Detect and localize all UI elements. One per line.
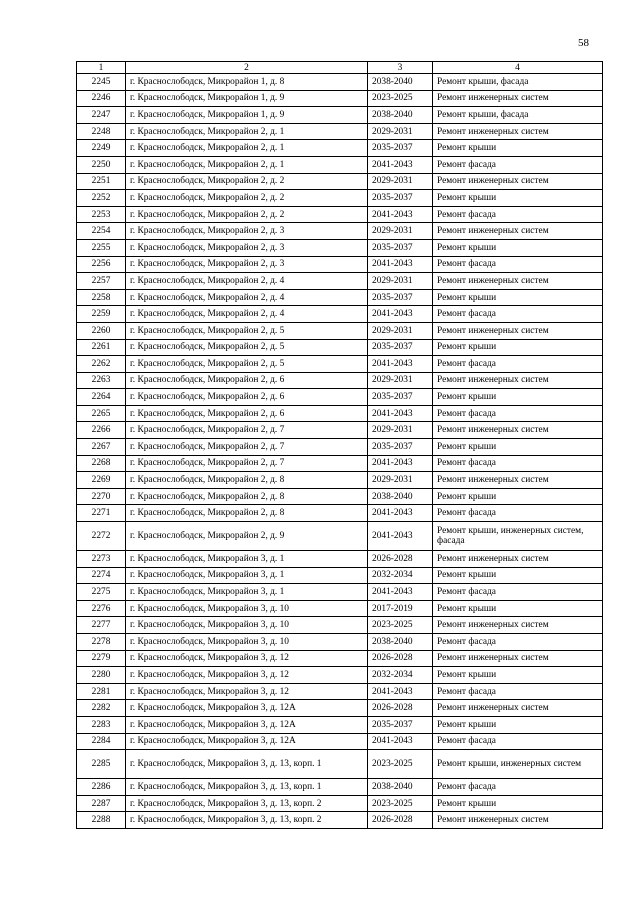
address-cell: г. Краснослободск, Микрорайон 2, д. 8 <box>126 488 368 505</box>
row-number-cell: 2249 <box>77 140 126 157</box>
address-cell: г. Краснослободск, Микрорайон 2, д. 4 <box>126 273 368 290</box>
address-cell: г. Краснослободск, Микрорайон 2, д. 6 <box>126 405 368 422</box>
period-cell: 2029-2031 <box>368 123 433 140</box>
table-row <box>77 306 603 323</box>
period-cell: 2041-2043 <box>368 256 433 273</box>
address-cell: г. Краснослободск, Микрорайон 2, д. 5 <box>126 356 368 373</box>
address-cell: г. Краснослободск, Микрорайон 3, д. 13, корп. 2 <box>126 812 368 829</box>
work-type-cell: Ремонт крыши <box>433 140 603 157</box>
period-cell: 2041-2043 <box>368 405 433 422</box>
work-type-cell: Ремонт инженерных систем <box>433 322 603 339</box>
period-cell: 2035-2037 <box>368 716 433 733</box>
work-type-cell: Ремонт крыши <box>433 339 603 356</box>
period-cell: 2026-2028 <box>368 700 433 717</box>
row-number-cell: 2286 <box>77 779 126 796</box>
period-cell: 2023-2025 <box>368 90 433 107</box>
period-cell: 2035-2037 <box>368 239 433 256</box>
address-cell: г. Краснослободск, Микрорайон 2, д. 3 <box>126 223 368 240</box>
work-type-cell: Ремонт инженерных систем <box>433 551 603 568</box>
address-cell: г. Краснослободск, Микрорайон 3, д. 1 <box>126 567 368 584</box>
period-cell: 2041-2043 <box>368 505 433 522</box>
table-row <box>77 488 603 505</box>
table-row <box>77 779 603 796</box>
row-number-cell: 2263 <box>77 372 126 389</box>
period-cell: 2038-2040 <box>368 74 433 91</box>
work-type-cell: Ремонт фасада <box>433 455 603 472</box>
table-row <box>77 405 603 422</box>
work-type-cell: Ремонт фасада <box>433 206 603 223</box>
address-cell: г. Краснослободск, Микрорайон 2, д. 6 <box>126 389 368 406</box>
address-cell: г. Краснослободск, Микрорайон 1, д. 8 <box>126 74 368 91</box>
work-type-cell: Ремонт крыши <box>433 439 603 456</box>
work-type-cell: Ремонт фасада <box>433 683 603 700</box>
table-row <box>77 123 603 140</box>
period-cell: 2035-2037 <box>368 190 433 207</box>
table-row <box>77 206 603 223</box>
period-cell: 2041-2043 <box>368 306 433 323</box>
row-number-cell: 2253 <box>77 206 126 223</box>
period-cell: 2023-2025 <box>368 795 433 812</box>
row-number-cell: 2280 <box>77 667 126 684</box>
table-row <box>77 667 603 684</box>
work-type-cell: Ремонт крыши <box>433 795 603 812</box>
work-type-cell: Ремонт крыши <box>433 239 603 256</box>
work-type-cell: Ремонт инженерных систем <box>433 700 603 717</box>
address-cell: г. Краснослободск, Микрорайон 3, д. 12 <box>126 683 368 700</box>
address-cell: г. Краснослободск, Микрорайон 2, д. 5 <box>126 339 368 356</box>
table-row <box>77 256 603 273</box>
period-cell: 2035-2037 <box>368 439 433 456</box>
row-number-cell: 2287 <box>77 795 126 812</box>
table-row <box>77 190 603 207</box>
table-row <box>77 455 603 472</box>
row-number-cell: 2259 <box>77 306 126 323</box>
period-cell: 2017-2019 <box>368 600 433 617</box>
row-number-cell: 2272 <box>77 522 126 551</box>
row-number-cell: 2260 <box>77 322 126 339</box>
address-cell: г. Краснослободск, Микрорайон 3, д. 13, корп. 2 <box>126 795 368 812</box>
work-type-cell: Ремонт инженерных систем <box>433 812 603 829</box>
work-type-cell: Ремонт инженерных систем <box>433 422 603 439</box>
work-type-cell: Ремонт крыши <box>433 289 603 306</box>
address-cell: г. Краснослободск, Микрорайон 3, д. 13, корп. 1 <box>126 750 368 779</box>
period-cell: 2041-2043 <box>368 156 433 173</box>
work-type-cell: Ремонт фасада <box>433 505 603 522</box>
address-cell: г. Краснослободск, Микрорайон 2, д. 2 <box>126 190 368 207</box>
work-type-cell: Ремонт фасада <box>433 156 603 173</box>
address-cell: г. Краснослободск, Микрорайон 2, д. 9 <box>126 522 368 551</box>
address-cell: г. Краснослободск, Микрорайон 2, д. 7 <box>126 455 368 472</box>
period-cell: 2041-2043 <box>368 206 433 223</box>
work-type-cell: Ремонт крыши, инженерных систем <box>433 750 603 779</box>
table-row <box>77 567 603 584</box>
work-type-cell: Ремонт крыши <box>433 190 603 207</box>
address-cell: г. Краснослободск, Микрорайон 3, д. 12 <box>126 667 368 684</box>
row-number-cell: 2283 <box>77 716 126 733</box>
address-cell: г. Краснослободск, Микрорайон 3, д. 12А <box>126 700 368 717</box>
row-number-cell: 2247 <box>77 107 126 124</box>
table-row <box>77 551 603 568</box>
row-number-cell: 2265 <box>77 405 126 422</box>
work-type-cell: Ремонт крыши, фасада <box>433 107 603 124</box>
table-row <box>77 600 603 617</box>
row-number-cell: 2279 <box>77 650 126 667</box>
table-body <box>77 74 603 829</box>
period-cell: 2029-2031 <box>368 223 433 240</box>
table-row <box>77 812 603 829</box>
row-number-cell: 2288 <box>77 812 126 829</box>
table-row <box>77 422 603 439</box>
address-cell: г. Краснослободск, Микрорайон 3, д. 1 <box>126 584 368 601</box>
table-row <box>77 289 603 306</box>
work-type-cell: Ремонт фасада <box>433 733 603 750</box>
row-number-cell: 2251 <box>77 173 126 190</box>
table-row <box>77 650 603 667</box>
row-number-cell: 2250 <box>77 156 126 173</box>
table-row <box>77 107 603 124</box>
row-number-cell: 2245 <box>77 74 126 91</box>
address-cell: г. Краснослободск, Микрорайон 2, д. 6 <box>126 372 368 389</box>
address-cell: г. Краснослободск, Микрорайон 3, д. 1 <box>126 551 368 568</box>
period-cell: 2026-2028 <box>368 650 433 667</box>
table-row <box>77 617 603 634</box>
period-cell: 2029-2031 <box>368 372 433 389</box>
address-cell: г. Краснослободск, Микрорайон 2, д. 1 <box>126 156 368 173</box>
address-cell: г. Краснослободск, Микрорайон 2, д. 3 <box>126 239 368 256</box>
table-row <box>77 322 603 339</box>
table-row <box>77 140 603 157</box>
period-cell: 2023-2025 <box>368 617 433 634</box>
period-cell: 2026-2028 <box>368 551 433 568</box>
table-row <box>77 716 603 733</box>
table-row <box>77 505 603 522</box>
period-cell: 2035-2037 <box>368 140 433 157</box>
address-cell: г. Краснослободск, Микрорайон 2, д. 4 <box>126 306 368 323</box>
row-number-cell: 2284 <box>77 733 126 750</box>
row-number-cell: 2267 <box>77 439 126 456</box>
period-cell: 2038-2040 <box>368 779 433 796</box>
table-row <box>77 223 603 240</box>
work-type-cell: Ремонт инженерных систем <box>433 650 603 667</box>
row-number-cell: 2264 <box>77 389 126 406</box>
table-row <box>77 173 603 190</box>
period-cell: 2038-2040 <box>368 107 433 124</box>
work-type-cell: Ремонт крыши <box>433 600 603 617</box>
work-type-cell: Ремонт крыши <box>433 567 603 584</box>
work-type-cell: Ремонт фасада <box>433 779 603 796</box>
table-row <box>77 733 603 750</box>
work-type-cell: Ремонт инженерных систем <box>433 123 603 140</box>
row-number-cell: 2262 <box>77 356 126 373</box>
work-type-cell: Ремонт инженерных систем <box>433 617 603 634</box>
period-cell: 2032-2034 <box>368 567 433 584</box>
repair-schedule-table <box>76 61 603 829</box>
work-type-cell: Ремонт фасада <box>433 584 603 601</box>
address-cell: г. Краснослободск, Микрорайон 2, д. 7 <box>126 439 368 456</box>
row-number-cell: 2256 <box>77 256 126 273</box>
address-cell: г. Краснослободск, Микрорайон 2, д. 1 <box>126 123 368 140</box>
address-cell: г. Краснослободск, Микрорайон 1, д. 9 <box>126 107 368 124</box>
table-row <box>77 356 603 373</box>
column-header: 2 <box>126 62 368 74</box>
table-row <box>77 522 603 551</box>
row-number-cell: 2275 <box>77 584 126 601</box>
table-row <box>77 439 603 456</box>
period-cell: 2035-2037 <box>368 289 433 306</box>
row-number-cell: 2270 <box>77 488 126 505</box>
address-cell: г. Краснослободск, Микрорайон 1, д. 9 <box>126 90 368 107</box>
work-type-cell: Ремонт инженерных систем <box>433 90 603 107</box>
address-cell: г. Краснослободск, Микрорайон 3, д. 13, корп. 1 <box>126 779 368 796</box>
address-cell: г. Краснослободск, Микрорайон 2, д. 7 <box>126 422 368 439</box>
table-row <box>77 634 603 651</box>
period-cell: 2041-2043 <box>368 683 433 700</box>
row-number-cell: 2271 <box>77 505 126 522</box>
work-type-cell: Ремонт фасада <box>433 356 603 373</box>
period-cell: 2029-2031 <box>368 322 433 339</box>
period-cell: 2038-2040 <box>368 488 433 505</box>
work-type-cell: Ремонт крыши <box>433 716 603 733</box>
work-type-cell: Ремонт крыши <box>433 488 603 505</box>
work-type-cell: Ремонт инженерных систем <box>433 173 603 190</box>
row-number-cell: 2268 <box>77 455 126 472</box>
period-cell: 2026-2028 <box>368 812 433 829</box>
work-type-cell: Ремонт крыши, инженерных систем, фасада <box>433 522 603 551</box>
work-type-cell: Ремонт крыши, фасада <box>433 74 603 91</box>
address-cell: г. Краснослободск, Микрорайон 2, д. 2 <box>126 173 368 190</box>
row-number-cell: 2258 <box>77 289 126 306</box>
row-number-cell: 2281 <box>77 683 126 700</box>
address-cell: г. Краснослободск, Микрорайон 2, д. 2 <box>126 206 368 223</box>
row-number-cell: 2273 <box>77 551 126 568</box>
period-cell: 2041-2043 <box>368 522 433 551</box>
address-cell: г. Краснослободск, Микрорайон 3, д. 12 <box>126 650 368 667</box>
row-number-cell: 2278 <box>77 634 126 651</box>
work-type-cell: Ремонт крыши <box>433 389 603 406</box>
row-number-cell: 2255 <box>77 239 126 256</box>
table-row <box>77 372 603 389</box>
period-cell: 2041-2043 <box>368 733 433 750</box>
row-number-cell: 2285 <box>77 750 126 779</box>
address-cell: г. Краснослободск, Микрорайон 2, д. 1 <box>126 140 368 157</box>
address-cell: г. Краснослободск, Микрорайон 3, д. 10 <box>126 634 368 651</box>
table-row <box>77 750 603 779</box>
work-type-cell: Ремонт фасада <box>433 256 603 273</box>
address-cell: г. Краснослободск, Микрорайон 2, д. 8 <box>126 472 368 489</box>
work-type-cell: Ремонт инженерных систем <box>433 223 603 240</box>
address-cell: г. Краснослободск, Микрорайон 3, д. 12А <box>126 716 368 733</box>
table-row <box>77 339 603 356</box>
period-cell: 2038-2040 <box>368 634 433 651</box>
row-number-cell: 2282 <box>77 700 126 717</box>
table-row <box>77 795 603 812</box>
column-header: 4 <box>433 62 603 74</box>
period-cell: 2023-2025 <box>368 750 433 779</box>
row-number-cell: 2257 <box>77 273 126 290</box>
column-header: 3 <box>368 62 433 74</box>
period-cell: 2029-2031 <box>368 273 433 290</box>
row-number-cell: 2277 <box>77 617 126 634</box>
work-type-cell: Ремонт инженерных систем <box>433 273 603 290</box>
period-cell: 2029-2031 <box>368 422 433 439</box>
period-cell: 2035-2037 <box>368 389 433 406</box>
row-number-cell: 2252 <box>77 190 126 207</box>
period-cell: 2041-2043 <box>368 584 433 601</box>
row-number-cell: 2261 <box>77 339 126 356</box>
table-row <box>77 683 603 700</box>
table-row <box>77 273 603 290</box>
work-type-cell: Ремонт фасада <box>433 405 603 422</box>
address-cell: г. Краснослободск, Микрорайон 3, д. 10 <box>126 600 368 617</box>
row-number-cell: 2248 <box>77 123 126 140</box>
work-type-cell: Ремонт инженерных систем <box>433 372 603 389</box>
page-number: 58 <box>578 37 589 49</box>
column-header: 1 <box>77 62 126 74</box>
work-type-cell: Ремонт крыши <box>433 667 603 684</box>
work-type-cell: Ремонт инженерных систем <box>433 472 603 489</box>
address-cell: г. Краснослободск, Микрорайон 2, д. 8 <box>126 505 368 522</box>
period-cell: 2035-2037 <box>368 339 433 356</box>
table-row <box>77 472 603 489</box>
address-cell: г. Краснослободск, Микрорайон 2, д. 4 <box>126 289 368 306</box>
period-cell: 2041-2043 <box>368 356 433 373</box>
table-row <box>77 74 603 91</box>
address-cell: г. Краснослободск, Микрорайон 2, д. 5 <box>126 322 368 339</box>
table-row <box>77 700 603 717</box>
period-cell: 2041-2043 <box>368 455 433 472</box>
work-type-cell: Ремонт фасада <box>433 306 603 323</box>
work-type-cell: Ремонт фасада <box>433 634 603 651</box>
table-row <box>77 156 603 173</box>
address-cell: г. Краснослободск, Микрорайон 3, д. 10 <box>126 617 368 634</box>
period-cell: 2032-2034 <box>368 667 433 684</box>
table-row <box>77 90 603 107</box>
table-header-row <box>77 62 603 74</box>
row-number-cell: 2276 <box>77 600 126 617</box>
row-number-cell: 2266 <box>77 422 126 439</box>
row-number-cell: 2274 <box>77 567 126 584</box>
table-row <box>77 584 603 601</box>
period-cell: 2029-2031 <box>368 472 433 489</box>
row-number-cell: 2254 <box>77 223 126 240</box>
period-cell: 2029-2031 <box>368 173 433 190</box>
table-row <box>77 389 603 406</box>
row-number-cell: 2269 <box>77 472 126 489</box>
table-row <box>77 239 603 256</box>
address-cell: г. Краснослободск, Микрорайон 2, д. 3 <box>126 256 368 273</box>
row-number-cell: 2246 <box>77 90 126 107</box>
address-cell: г. Краснослободск, Микрорайон 3, д. 12А <box>126 733 368 750</box>
